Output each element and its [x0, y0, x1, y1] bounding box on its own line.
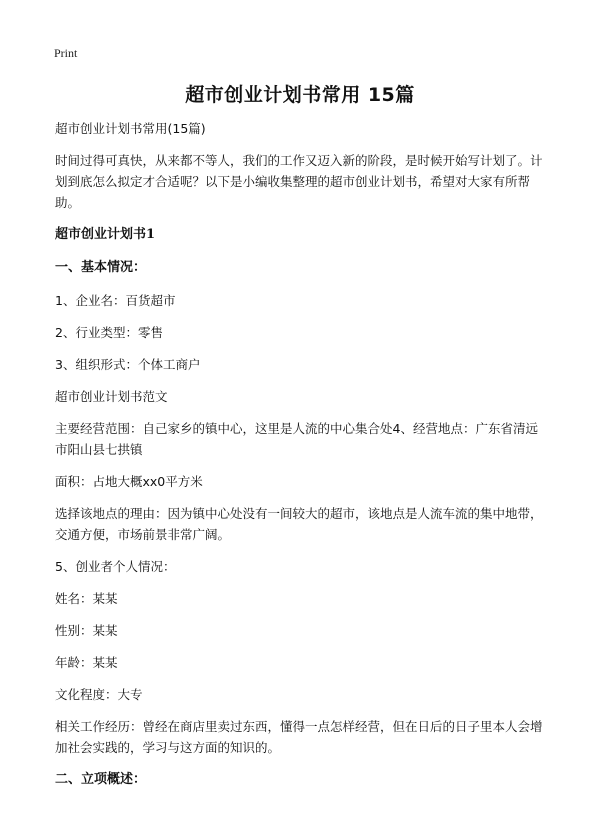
section-heading-basic-info: 一、基本情况： [55, 260, 147, 275]
paragraph-industry-type: 2、行业类型：零售 [55, 325, 163, 340]
paragraph-sample-label: 超市创业计划书范文 [55, 389, 168, 404]
paragraph-company-name: 1、企业名：百货超市 [55, 293, 176, 308]
intro-paragraph: 时间过得可真快，从来都不等人，我们的工作又迈入新的阶段，是时候开始写计划了。计划到底怎么拟定才合适呢？以下是小编收集整理的超市创业计划书，希望对大家有所帮助。 [55, 153, 543, 210]
paragraph-name: 姓名：某某 [55, 591, 118, 606]
print-label: Print [54, 46, 78, 60]
paragraph-founder-info: 5、创业者个人情况： [55, 559, 176, 574]
paragraph-education: 文化程度：大专 [55, 687, 143, 702]
section-heading-plan-1: 超市创业计划书1 [55, 227, 156, 242]
page-title: 超市创业计划书常用 15篇 [185, 84, 415, 106]
paragraph-gender: 性别：某某 [55, 623, 118, 638]
paragraph-location-reason: 选择该地点的理由：因为镇中心处没有一间较大的超市，该地点是人流车流的集中地带，交通方便，市场前景非常广阔。 [55, 506, 543, 542]
paragraph-business-scope: 主要经营范围：自己家乡的镇中心，这里是人流的中心集合处4、经营地点：广东省清远市阳山县七拱镇 [55, 421, 538, 457]
paragraph-organization-form: 3、组织形式：个体工商户 [55, 357, 201, 372]
paragraph-age: 年龄：某某 [55, 655, 118, 670]
document-body [55, 118, 550, 802]
section-heading-project-overview: 二、立项概述： [55, 772, 147, 787]
paragraph-work-experience: 相关工作经历：曾经在商店里卖过东西，懂得一点怎样经营，但在日后的日子里本人会增加社会实践的，学习与这方面的知识的。 [55, 719, 543, 755]
subtitle-paragraph: 超市创业计划书常用(15篇) [55, 121, 206, 136]
paragraph-area: 面积：占地大概xx0平方米 [55, 474, 203, 489]
